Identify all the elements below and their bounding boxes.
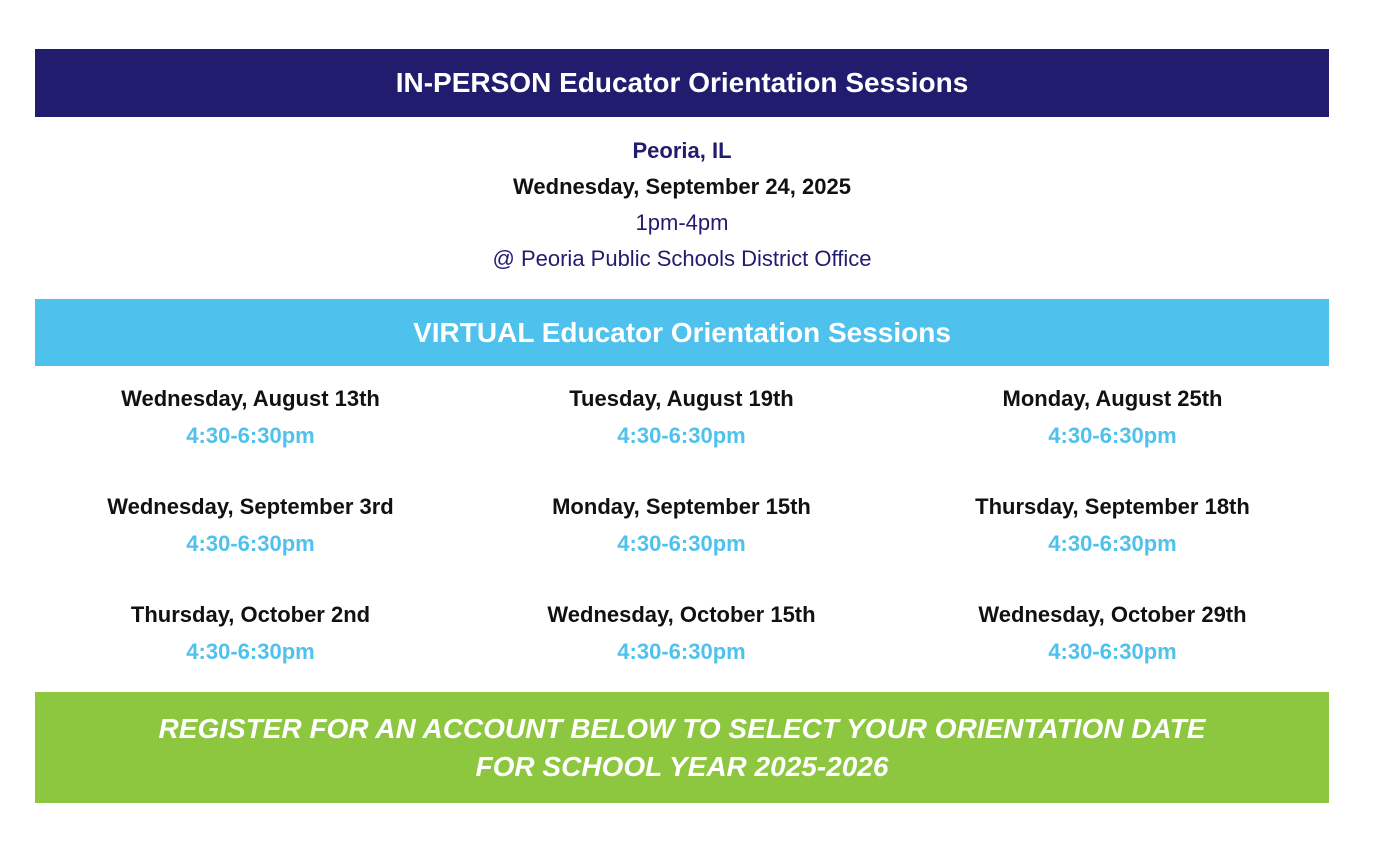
inperson-title: IN-PERSON Educator Orientation Sessions xyxy=(395,67,969,98)
virtual-title: VIRTUAL Educator Orientation Sessions xyxy=(413,316,951,348)
session-item xyxy=(35,596,466,704)
virtual-banner xyxy=(35,299,1329,366)
session-item xyxy=(35,380,466,488)
sessions-row xyxy=(35,596,1329,704)
session-item xyxy=(466,380,897,488)
session-item xyxy=(897,488,1328,596)
inperson-details xyxy=(35,133,1329,277)
session-item xyxy=(897,380,1328,488)
sessions-row xyxy=(35,380,1329,488)
session-item xyxy=(466,488,897,596)
session-date: Wednesday, September 3rd xyxy=(107,494,394,519)
session-date: Wednesday, October 15th xyxy=(547,602,816,627)
session-time: 4:30-6:30pm xyxy=(617,639,746,664)
session-time: 4:30-6:30pm xyxy=(1048,531,1177,556)
session-date: Thursday, September 18th xyxy=(975,494,1250,519)
session-time: 4:30-6:30pm xyxy=(186,531,315,556)
session-date: Monday, September 15th xyxy=(552,494,811,519)
register-line-2: FOR SCHOOL YEAR 2025-2026 xyxy=(475,750,889,782)
register-banner[interactable] xyxy=(35,692,1329,803)
session-item xyxy=(466,596,897,704)
session-date: Monday, August 25th xyxy=(1002,386,1223,411)
session-time: 4:30-6:30pm xyxy=(617,531,746,556)
inperson-banner xyxy=(35,49,1329,117)
sessions-row xyxy=(35,488,1329,596)
inperson-city: Peoria, IL xyxy=(632,138,732,163)
session-time: 4:30-6:30pm xyxy=(1048,639,1177,664)
inperson-time: 1pm-4pm xyxy=(635,210,729,235)
inperson-date: Wednesday, September 24, 2025 xyxy=(513,174,851,199)
session-time: 4:30-6:30pm xyxy=(186,423,315,448)
register-line-1: REGISTER FOR AN ACCOUNT BELOW TO SELECT YOUR ORIENTATION DATE xyxy=(158,712,1206,744)
session-time: 4:30-6:30pm xyxy=(617,423,746,448)
virtual-sessions-grid xyxy=(35,380,1329,704)
session-date: Wednesday, October 29th xyxy=(978,602,1247,627)
session-date: Tuesday, August 19th xyxy=(569,386,794,411)
session-date: Wednesday, August 13th xyxy=(121,386,380,411)
session-item xyxy=(35,488,466,596)
session-date: Thursday, October 2nd xyxy=(130,602,371,627)
inperson-location: @ Peoria Public Schools District Office xyxy=(492,246,872,271)
session-time: 4:30-6:30pm xyxy=(1048,423,1177,448)
session-item xyxy=(897,596,1328,704)
session-time: 4:30-6:30pm xyxy=(186,639,315,664)
